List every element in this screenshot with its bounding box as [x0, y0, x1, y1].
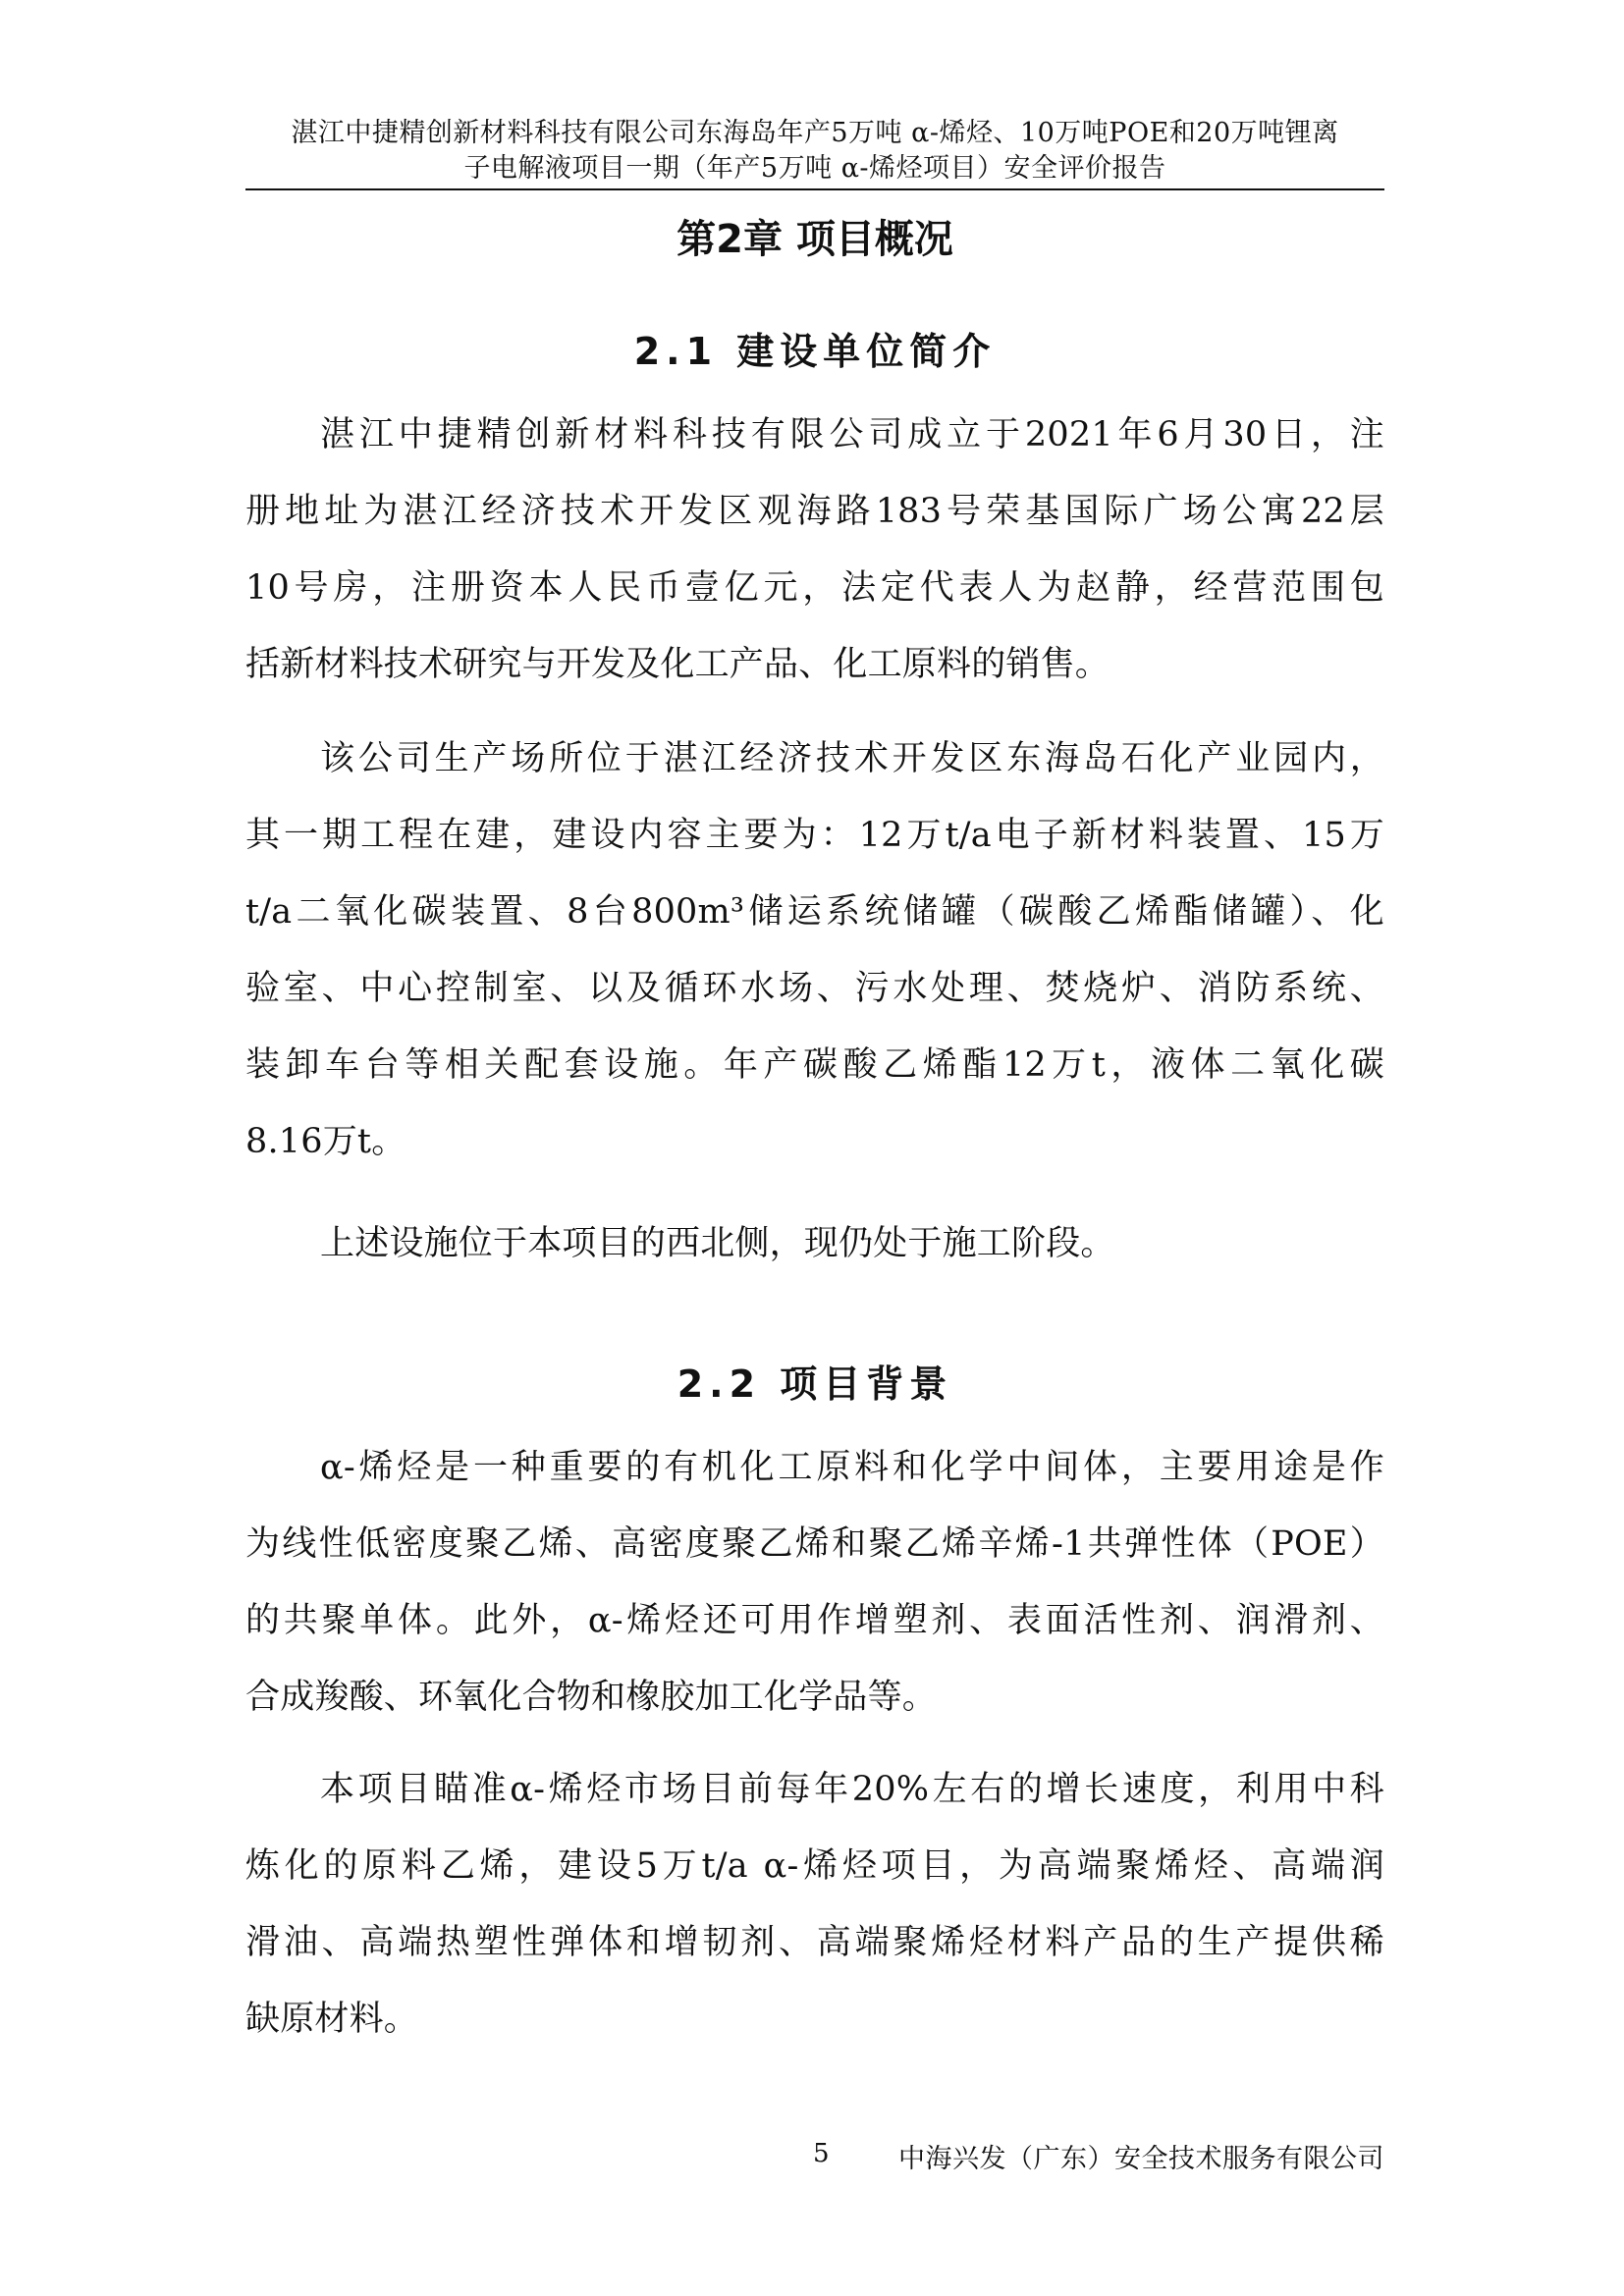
header-line-1: 湛江中捷精创新材料科技有限公司东海岛年产5万吨 α-烯烃、10万吨POE和20万吨锂离: [291, 118, 1339, 148]
text-line: 装卸车台等相关配套设施。年产碳酸乙烯酯12万t，液体二氧化碳: [245, 1045, 1384, 1085]
text-line: 滑油、高端热塑性弹体和增韧剂、高端聚烯烃材料产品的生产提供稀: [245, 1923, 1384, 1962]
text-line: 8.16万t。: [245, 1122, 406, 1161]
section-title-2-2: 2.2 项目背景: [677, 1362, 953, 1406]
text-line: 验室、中心控制室、以及循环水场、污水处理、焚烧炉、消防系统、: [245, 969, 1384, 1008]
footer-company-name: 中海兴发（广东）安全技术服务有限公司: [898, 2144, 1384, 2174]
text-line: 上述设施位于本项目的西北侧，现仍处于施工阶段。: [320, 1224, 1115, 1263]
text-line: 为线性低密度聚乙烯、高密度聚乙烯和聚乙烯辛烯-1共弹性体（POE）: [245, 1524, 1384, 1564]
header-divider: [245, 188, 1384, 190]
paragraph-facility-location: [245, 1205, 1384, 1282]
text-line: 的共聚单体。此外，α-烯烃还可用作增塑剂、表面活性剂、润滑剂、: [245, 1601, 1384, 1640]
text-line: 10号房，注册资本人民币壹亿元，法定代表人为赵静，经营范围包: [245, 568, 1384, 608]
text-line: t/a二氧化碳装置、8台800m³储运系统储罐（碳酸乙烯酯储罐）、化: [245, 892, 1384, 932]
text-line: 湛江中捷精创新材料科技有限公司成立于2021年6月30日，注: [320, 415, 1384, 454]
running-header: [245, 116, 1384, 187]
text-line: 缺原材料。: [245, 2000, 419, 2039]
paragraph-alpha-olefin-use: [245, 1429, 1384, 1735]
text-line: 炼化的原料乙烯，建设5万t/a α-烯烃项目，为高端聚烯烃、高端润: [245, 1846, 1384, 1886]
page-number: 5: [813, 2139, 830, 2168]
header-line-2: 子电解液项目一期（年产5万吨 α-烯烃项目）安全评价报告: [463, 153, 1166, 184]
text-line: 其一期工程在建，建设内容主要为：12万t/a电子新材料装置、15万: [245, 816, 1384, 855]
text-line: 括新材料技术研究与开发及化工产品、化工原料的销售。: [245, 645, 1110, 684]
chapter-title: 第2章 项目概况: [677, 217, 953, 262]
text-line: 该公司生产场所位于湛江经济技术开发区东海岛石化产业园内，: [320, 739, 1384, 778]
text-line: 册地址为湛江经济技术开发区观海路183号荣基国际广场公寓22层: [245, 492, 1384, 531]
paragraph-company-intro: [245, 397, 1384, 703]
section-title-2-1: 2.1 建设单位简介: [633, 330, 997, 373]
text-line: 本项目瞄准α-烯烃市场目前每年20%左右的增长速度，利用中科: [320, 1770, 1384, 1809]
paragraph-project-target: [245, 1751, 1384, 2057]
page-footer: [245, 2140, 1384, 2179]
paragraph-production-site: [245, 721, 1384, 1180]
text-line: α-烯烃是一种重要的有机化工原料和化学中间体，主要用途是作: [320, 1448, 1384, 1487]
text-line: 合成羧酸、环氧化合物和橡胶加工化学品等。: [245, 1678, 938, 1717]
